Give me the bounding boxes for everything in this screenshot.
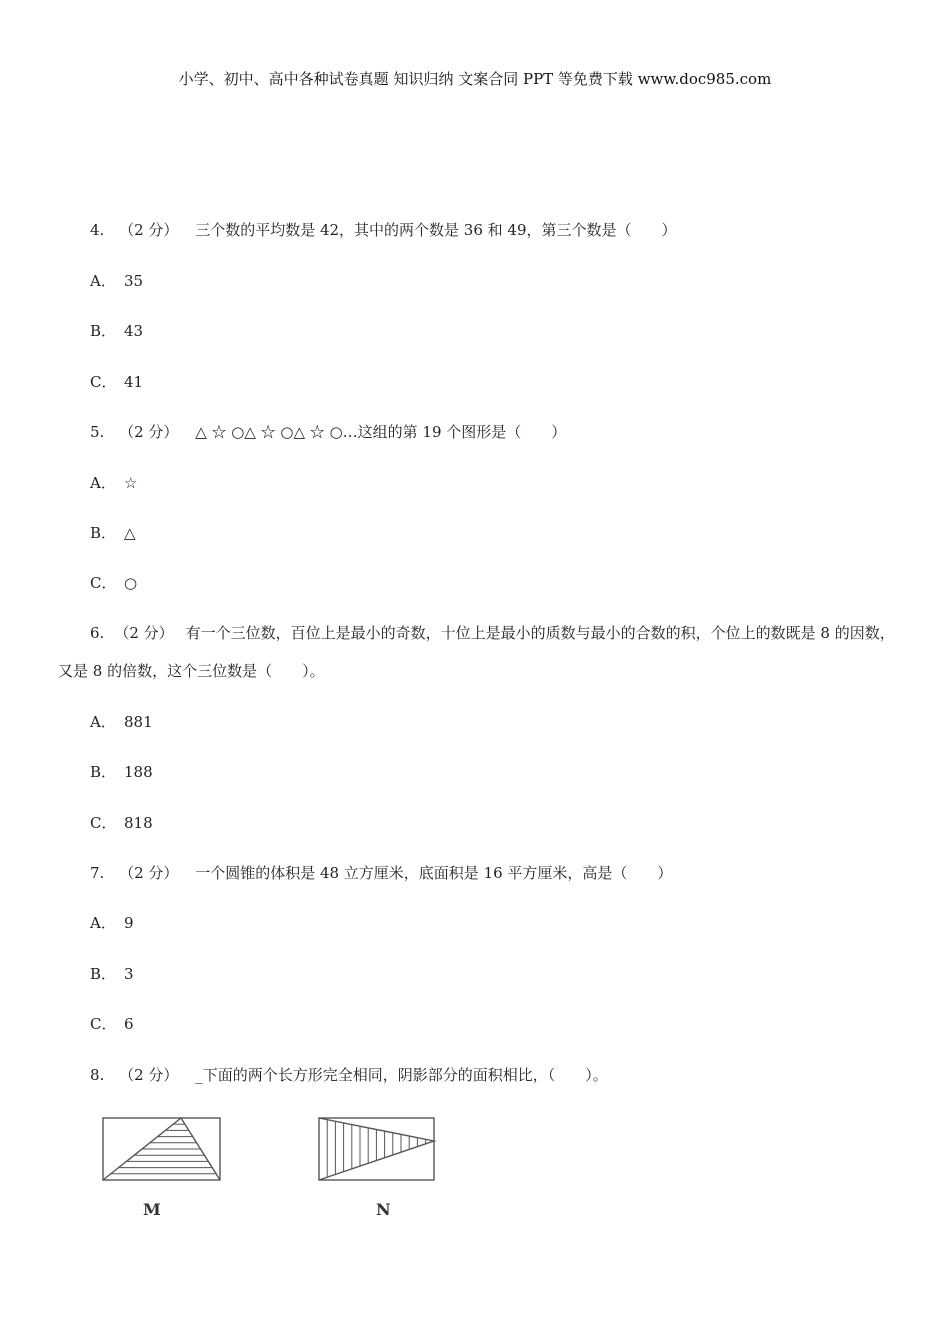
option-letter: A． <box>90 914 116 932</box>
question-stem: 一个圆锥的体积是 48 立方厘米，底面积是 16 平方厘米，高是（ ） <box>195 864 673 882</box>
question-8 <box>90 1065 608 1085</box>
option-text: 881 <box>124 713 153 731</box>
option-letter: A． <box>90 474 116 492</box>
option-text: 3 <box>124 965 134 983</box>
option-text: ☆ <box>124 474 138 492</box>
option-letter: B． <box>90 524 117 542</box>
question-number: 7. <box>90 864 105 882</box>
option-text: △ <box>124 524 136 542</box>
question-4 <box>90 220 677 240</box>
rectangles-diagram <box>100 1112 440 1187</box>
question-points: （2 分） <box>114 624 174 642</box>
rectangles-figure <box>100 1112 440 1222</box>
question-points: （2 分） <box>119 1066 179 1084</box>
option-text: 6 <box>124 1015 134 1033</box>
rectangle-n <box>319 1118 434 1180</box>
question-points: （2 分） <box>119 864 179 882</box>
option-5c <box>90 573 137 593</box>
option-7c <box>90 1014 134 1034</box>
question-6 <box>58 614 903 690</box>
option-4c <box>90 372 143 392</box>
option-text: 41 <box>124 373 144 391</box>
question-stem: 有一个三位数，百位上是最小的奇数，十位上是最小的质数与最小的合数的积，个位上的数既是 8 的因数，又是 8 的倍数，这个三位数是（ ）。 <box>58 624 895 680</box>
figure-label-n: N <box>376 1200 391 1219</box>
question-stem: _下面的两个长方形完全相同，阴影部分的面积相比，（ ）。 <box>195 1066 608 1084</box>
option-letter: A． <box>90 713 116 731</box>
question-number: 6. <box>90 624 105 642</box>
question-points: （2 分） <box>119 221 179 239</box>
option-letter: A． <box>90 272 116 290</box>
question-stem: △ ☆ ○△ ☆ ○△ ☆ ○…这组的第 19 个图形是（ ） <box>195 423 567 441</box>
figure-label-m: M <box>143 1200 161 1219</box>
option-6a <box>90 712 153 732</box>
option-4a <box>90 271 143 291</box>
option-letter: B． <box>90 965 117 983</box>
rectangle-m <box>103 1118 220 1180</box>
option-text: 35 <box>124 272 144 290</box>
option-letter: C． <box>90 574 117 592</box>
option-6c <box>90 813 153 833</box>
option-letter: B． <box>90 763 117 781</box>
option-text: 818 <box>124 814 153 832</box>
option-text: ○ <box>124 574 138 592</box>
option-text: 9 <box>124 914 134 932</box>
question-number: 5. <box>90 423 105 441</box>
question-points: （2 分） <box>119 423 179 441</box>
option-letter: C． <box>90 814 117 832</box>
option-5b <box>90 523 136 543</box>
option-text: 43 <box>124 322 144 340</box>
option-7a <box>90 913 134 933</box>
question-5 <box>90 422 566 442</box>
option-letter: C． <box>90 1015 117 1033</box>
option-letter: C． <box>90 373 117 391</box>
question-7 <box>90 863 672 883</box>
option-4b <box>90 321 143 341</box>
option-6b <box>90 762 153 782</box>
question-number: 8. <box>90 1066 105 1084</box>
option-letter: B． <box>90 322 117 340</box>
option-5a <box>90 473 137 493</box>
option-text: 188 <box>124 763 153 781</box>
option-7b <box>90 964 134 984</box>
question-stem: 三个数的平均数是 42，其中的两个数是 36 和 49，第三个数是（ ） <box>195 221 677 239</box>
question-number: 4. <box>90 221 105 239</box>
page-header: 小学、初中、高中各种试卷真题 知识归纳 文案合同 PPT 等免费下载 www.doc985.com <box>178 70 772 88</box>
